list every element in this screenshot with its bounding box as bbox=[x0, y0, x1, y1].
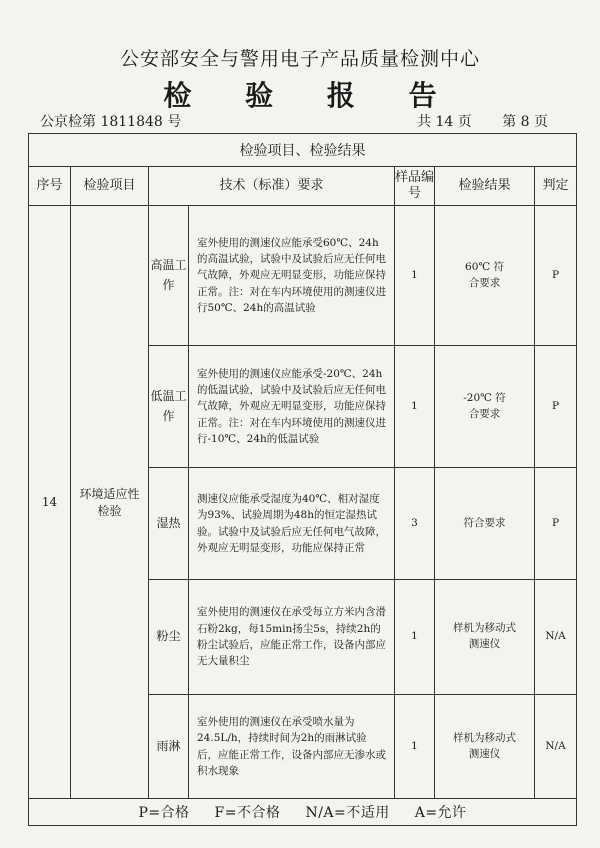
requirement-text: 室外使用的测速仪在承受喷水量为24.5L/h，持续时间为2h的雨淋试验后，应能正常工作，设备内部应无渗水或积水现象 bbox=[189, 695, 395, 799]
requirement-text: 室外使用的测速仪在承受每立方米内含滑石粉2kg，每15min扬尘5s，持续2h的粉尘试验后，应能正常工作，设备内部应无大量积尘 bbox=[189, 580, 395, 695]
sample-number: 1 bbox=[395, 206, 435, 346]
pages-total: 共 14 页 bbox=[417, 114, 472, 130]
sub-item-name: 粉尘 bbox=[149, 580, 189, 695]
section-title: 检验项目、检验结果 bbox=[29, 134, 577, 167]
sample-number: 1 bbox=[395, 346, 435, 468]
result-text: 60℃ 符合要求 bbox=[435, 206, 535, 346]
requirement-text: 室外使用的测速仪应能承受60℃、24h的高温试验，试验中及试验后应无任何电气故障，外观应无明显变形，功能应保持正常。注：对在车内环境使用的测速仪进行50℃、24h的高温试验 bbox=[189, 206, 395, 346]
result-text: 样机为移动式测速仪 bbox=[435, 580, 535, 695]
report-title: 检 验 报 告 bbox=[163, 79, 459, 112]
inspection-table bbox=[28, 133, 577, 826]
legend-allowed: A=允许 bbox=[414, 805, 467, 821]
requirement-text: 室外使用的测速仪应能承受-20℃、24h的低温试验，试验中及试验后应无任何电气故障，外观应无明显变形，功能应保持正常。注：对在车内环境使用的测速仪进行-10℃、24h的低温试验 bbox=[189, 346, 395, 468]
col-header-sample: 样品编号 bbox=[395, 167, 435, 206]
sample-number: 3 bbox=[395, 468, 435, 580]
legend-pass: P=合格 bbox=[138, 805, 190, 821]
sub-item-name: 低温工作 bbox=[149, 346, 189, 468]
sample-number: 1 bbox=[395, 695, 435, 799]
col-header-requirement: 技术（标准）要求 bbox=[149, 167, 395, 206]
sub-item-name: 高温工作 bbox=[149, 206, 189, 346]
col-header-item: 检验项目 bbox=[71, 167, 149, 206]
legend-na: N/A=不适用 bbox=[305, 805, 390, 821]
verdict: P bbox=[535, 346, 577, 468]
legend-fail: F=不合格 bbox=[214, 805, 281, 821]
table-row bbox=[29, 206, 577, 346]
verdict: P bbox=[535, 468, 577, 580]
page-info bbox=[414, 111, 548, 131]
verdict: N/A bbox=[535, 695, 577, 799]
result-text: -20℃ 符合要求 bbox=[435, 346, 535, 468]
sub-item-name: 雨淋 bbox=[149, 695, 189, 799]
verdict-legend bbox=[29, 799, 577, 826]
result-text: 样机为移动式测速仪 bbox=[435, 695, 535, 799]
col-header-result: 检验结果 bbox=[435, 167, 535, 206]
report-number: 公京检第 1811848 号 bbox=[40, 114, 182, 130]
result-text: 符合要求 bbox=[435, 468, 535, 580]
organization-name: 公安部安全与警用电子产品质量检测中心 bbox=[119, 48, 480, 70]
item-number: 14 bbox=[29, 206, 71, 799]
verdict: P bbox=[535, 206, 577, 346]
col-header-no: 序号 bbox=[29, 167, 71, 206]
verdict: N/A bbox=[535, 580, 577, 695]
item-name: 环境适应性检验 bbox=[71, 206, 149, 799]
requirement-text: 测速仪应能承受湿度为40℃、相对湿度为93%、试验周期为48h的恒定湿热试验。试验中及试验后应无任何电气故障，外观应无明显变形，功能应保持正常 bbox=[189, 468, 395, 580]
sample-number: 1 bbox=[395, 580, 435, 695]
col-header-verdict: 判定 bbox=[535, 167, 577, 206]
page-current: 第 8 页 bbox=[502, 114, 548, 130]
sub-item-name: 湿热 bbox=[149, 468, 189, 580]
